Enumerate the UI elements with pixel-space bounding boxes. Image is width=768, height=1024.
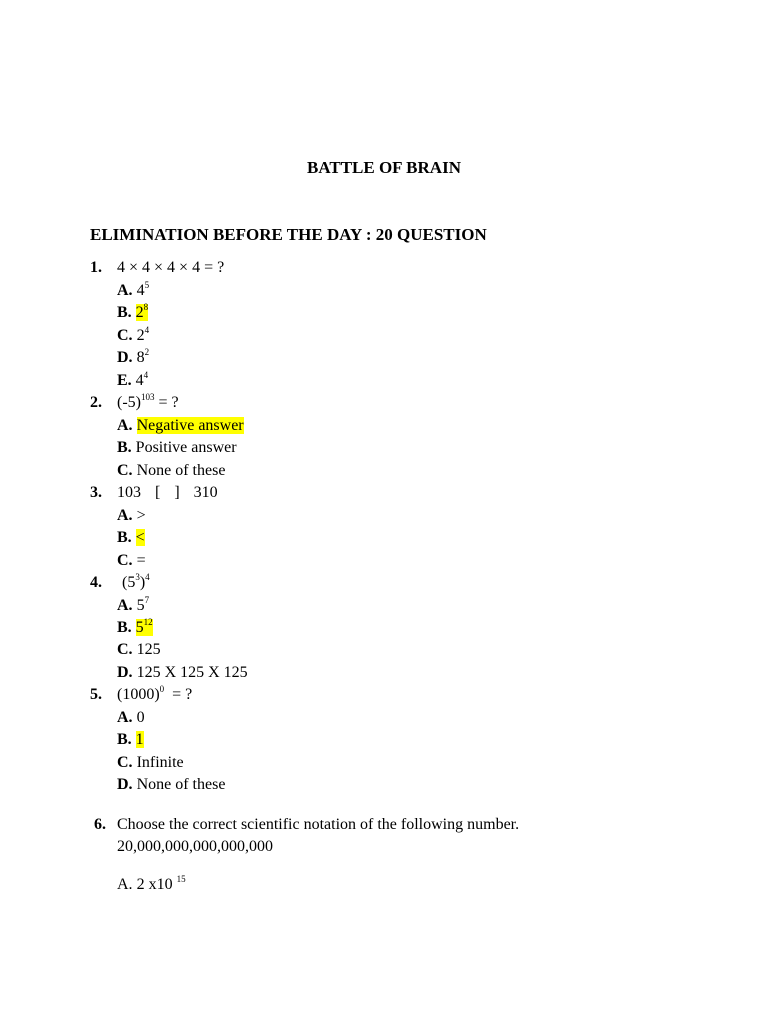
option-label: A. <box>117 876 133 893</box>
option-label: A. <box>117 417 133 434</box>
option-label: C. <box>117 754 133 771</box>
page-title: BATTLE OF BRAIN <box>307 158 461 177</box>
number-to-convert: 20,000,000,000,000,000 <box>117 838 273 855</box>
option-label: B. <box>117 304 132 321</box>
option-value: $5^7$ <box>136 595 150 614</box>
option-value: Positive answer <box>135 439 237 456</box>
option-value: = <box>136 552 146 569</box>
option-value: $4^4$ <box>135 370 149 389</box>
question-number: 2. <box>90 394 102 411</box>
option-value: 2 x10 $^{15}$ <box>136 874 186 893</box>
option-label: B. <box>117 619 132 636</box>
option-value: $8^2$ <box>136 347 150 366</box>
option-value: None of these <box>136 776 226 793</box>
option-value: 0 <box>136 709 145 726</box>
option-label: C. <box>117 462 133 479</box>
highlighted-answer: Negative answer <box>136 417 244 434</box>
option-value: 125 <box>136 641 161 658</box>
option-value: Infinite <box>136 754 184 771</box>
option-label: A. <box>117 709 133 726</box>
option-value: > <box>136 507 146 524</box>
question-text: Choose the correct scientific notation of the following number. <box>117 816 520 833</box>
question-text: 103 [ ] 310 <box>117 484 218 501</box>
option-value: $2^4$ <box>136 325 150 344</box>
option-value: 125 X 125 X 125 <box>136 664 248 681</box>
highlighted-answer: $2^8$ <box>135 302 149 321</box>
highlighted-answer: < <box>135 529 145 546</box>
question-number: 6. <box>94 816 106 833</box>
question-text: $(1000)^0$ = ? <box>117 684 193 703</box>
option-label: C. <box>117 641 133 658</box>
highlighted-answer: 1 <box>135 731 144 748</box>
question-number: 5. <box>90 686 102 703</box>
question-text: $(-5)^{103}$ = ? <box>117 392 179 411</box>
question-number: 4. <box>90 574 102 591</box>
question-text: $(5^3)^4$ <box>122 572 150 591</box>
option-label: D. <box>117 776 133 793</box>
option-label: E. <box>117 372 132 389</box>
option-label: B. <box>117 529 132 546</box>
section-heading: ELIMINATION BEFORE THE DAY : 20 QUESTION <box>90 225 487 244</box>
option-label: C. <box>117 327 133 344</box>
option-label: A. <box>117 507 133 524</box>
question-number: 3. <box>90 484 102 501</box>
highlighted-answer: $5^{12}$ <box>135 617 153 636</box>
option-label: D. <box>117 664 133 681</box>
question-text: 4 × 4 × 4 × 4 = ? <box>117 259 225 276</box>
option-label: B. <box>117 731 132 748</box>
option-label: C. <box>117 552 133 569</box>
option-value: $4^5$ <box>136 280 150 299</box>
option-label: D. <box>117 349 133 366</box>
option-value: None of these <box>136 462 226 479</box>
option-label: A. <box>117 597 133 614</box>
option-label: A. <box>117 282 133 299</box>
question-number: 1. <box>90 259 102 276</box>
option-label: B. <box>117 439 132 456</box>
